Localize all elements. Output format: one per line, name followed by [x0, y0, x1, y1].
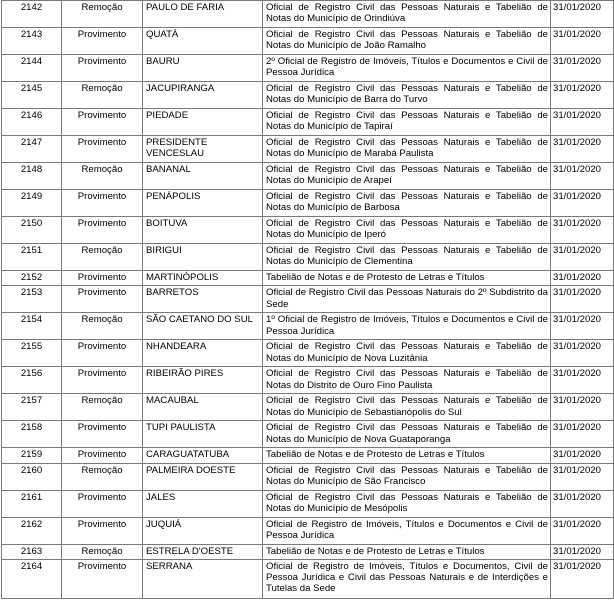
row-date: 31/01/2020: [551, 394, 614, 421]
row-office: Tabelião de Notas e de Protesto de Letras e Títulos: [263, 448, 551, 463]
row-municipality: MACAUBAL: [143, 394, 263, 421]
row-office: 1º Oficial de Registro de Imóveis, Títulos e Documentos e Civil de Pessoa Jurídica: [263, 313, 551, 340]
row-date: 31/01/2020: [551, 217, 614, 244]
table-row: [2, 463, 614, 490]
row-office: Oficial de Registro Civil das Pessoas Naturais e Tabelião de Notas do Município de João Ramalho: [263, 28, 551, 55]
row-number: 2147: [2, 136, 62, 163]
row-office: Oficial de Registro Civil das Pessoas Naturais e Tabelião de Notas do Município de Orindiúva: [263, 1, 551, 28]
row-municipality: NHANDEARA: [143, 340, 263, 367]
serventias-table-body: [2, 1, 614, 599]
row-municipality: PIEDADE: [143, 109, 263, 136]
row-municipality: PRESIDENTE VENCESLAU: [143, 136, 263, 163]
row-municipality: PENÁPOLIS: [143, 190, 263, 217]
row-date: 31/01/2020: [551, 190, 614, 217]
row-number: 2155: [2, 340, 62, 367]
row-number: 2164: [2, 559, 62, 598]
row-municipality: PAULO DE FARIA: [143, 1, 263, 28]
row-type: Remoção: [62, 544, 143, 559]
table-row: [2, 367, 614, 394]
row-type: Provimento: [62, 517, 143, 544]
row-municipality: QUATÁ: [143, 28, 263, 55]
row-number: 2148: [2, 163, 62, 190]
row-type: Provimento: [62, 271, 143, 286]
row-number: 2146: [2, 109, 62, 136]
table-row: [2, 82, 614, 109]
row-office: Oficial de Registro Civil das Pessoas Naturais e Tabelião de Notas do Município de Sebastianópolis do Sul: [263, 394, 551, 421]
row-number: 2151: [2, 244, 62, 271]
row-date: 31/01/2020: [551, 490, 614, 517]
row-municipality: JALES: [143, 490, 263, 517]
row-type: Provimento: [62, 190, 143, 217]
row-type: Provimento: [62, 421, 143, 448]
row-office: Oficial de Registro Civil das Pessoas Naturais e Tabelião de Notas do Município de Nova Luzitânia: [263, 340, 551, 367]
row-municipality: JUQUIÁ: [143, 517, 263, 544]
table-row: [2, 544, 614, 559]
row-municipality: BIRIGUI: [143, 244, 263, 271]
table-row: [2, 109, 614, 136]
row-date: 31/01/2020: [551, 109, 614, 136]
row-number: 2160: [2, 463, 62, 490]
row-date: 31/01/2020: [551, 1, 614, 28]
table-row: [2, 217, 614, 244]
row-type: Provimento: [62, 448, 143, 463]
row-municipality: JACUPIRANGA: [143, 82, 263, 109]
row-date: 31/01/2020: [551, 55, 614, 82]
row-date: 31/01/2020: [551, 28, 614, 55]
row-type: Provimento: [62, 136, 143, 163]
row-type: Provimento: [62, 55, 143, 82]
row-office: Oficial de Registro Civil das Pessoas Naturais e Tabelião de Notas do Município de Tapiraí: [263, 109, 551, 136]
row-type: Remoção: [62, 244, 143, 271]
row-date: 31/01/2020: [551, 340, 614, 367]
row-date: 31/01/2020: [551, 286, 614, 313]
row-type: Provimento: [62, 340, 143, 367]
row-number: 2156: [2, 367, 62, 394]
row-type: Remoção: [62, 394, 143, 421]
row-office: Tabelião de Notas e de Protesto de Letras e Títulos: [263, 271, 551, 286]
row-type: Provimento: [62, 559, 143, 598]
row-number: 2162: [2, 517, 62, 544]
serventias-table: [1, 0, 614, 599]
row-number: 2143: [2, 28, 62, 55]
row-office: Oficial de Registro Civil das Pessoas Naturais do 2º Subdistrito da Sede: [263, 286, 551, 313]
row-number: 2152: [2, 271, 62, 286]
row-number: 2149: [2, 190, 62, 217]
row-date: 31/01/2020: [551, 367, 614, 394]
row-date: 31/01/2020: [551, 313, 614, 340]
row-date: 31/01/2020: [551, 421, 614, 448]
row-office: Oficial de Registro Civil das Pessoas Naturais e Tabelião de Notas do Município de Barra do Turvo: [263, 82, 551, 109]
row-municipality: TUPI PAULISTA: [143, 421, 263, 448]
row-municipality: PALMEIRA DOESTE: [143, 463, 263, 490]
row-number: 2142: [2, 1, 62, 28]
row-number: 2163: [2, 544, 62, 559]
row-office: Oficial de Registro de Imóveis, Títulos e Documentos e Civil de Pessoa Jurídica: [263, 517, 551, 544]
row-office: Oficial de Registro de Imóveis, Títulos e Documentos, Civil de Pessoa Jurídica e Civil das Pessoas Naturais e de Interdições e Tutelas da Sede: [263, 559, 551, 598]
row-type: Remoção: [62, 82, 143, 109]
row-number: 2159: [2, 448, 62, 463]
table-row: [2, 190, 614, 217]
row-office: Oficial de Registro Civil das Pessoas Naturais e Tabelião de Notas do Município de Nova Guataporanga: [263, 421, 551, 448]
row-number: 2153: [2, 286, 62, 313]
row-type: Provimento: [62, 490, 143, 517]
row-office: Oficial de Registro Civil das Pessoas Naturais e Tabelião de Notas do Município de Clementina: [263, 244, 551, 271]
table-row: [2, 163, 614, 190]
table-row: [2, 28, 614, 55]
table-row: [2, 490, 614, 517]
row-municipality: ESTRELA D'OESTE: [143, 544, 263, 559]
row-date: 31/01/2020: [551, 163, 614, 190]
row-municipality: SÃO CAETANO DO SUL: [143, 313, 263, 340]
row-type: Remoção: [62, 463, 143, 490]
row-number: 2157: [2, 394, 62, 421]
table-row: [2, 244, 614, 271]
row-type: Provimento: [62, 286, 143, 313]
table-row: [2, 517, 614, 544]
table-row: [2, 136, 614, 163]
row-municipality: CARAGUATATUBA: [143, 448, 263, 463]
row-office: 2º Oficial de Registro de Imóveis, Títulos e Documentos e Civil de Pessoa Jurídica: [263, 55, 551, 82]
row-number: 2158: [2, 421, 62, 448]
row-municipality: BAURU: [143, 55, 263, 82]
table-row: [2, 559, 614, 598]
row-office: Oficial de Registro Civil das Pessoas Naturais e Tabelião de Notas do Distrito de Ouro Fino Paulista: [263, 367, 551, 394]
row-date: 31/01/2020: [551, 448, 614, 463]
row-type: Remoção: [62, 313, 143, 340]
row-municipality: MARTINÓPOLIS: [143, 271, 263, 286]
table-row: [2, 55, 614, 82]
row-municipality: SERRANA: [143, 559, 263, 598]
row-municipality: BARRETOS: [143, 286, 263, 313]
row-municipality: BANANAL: [143, 163, 263, 190]
table-row: [2, 1, 614, 28]
row-date: 31/01/2020: [551, 559, 614, 598]
table-row: [2, 448, 614, 463]
row-type: Remoção: [62, 1, 143, 28]
row-office: Oficial de Registro Civil das Pessoas Naturais e Tabelião de Notas do Município de Marabá Paulista: [263, 136, 551, 163]
row-municipality: RIBEIRÃO PIRES: [143, 367, 263, 394]
row-number: 2154: [2, 313, 62, 340]
row-office: Oficial de Registro Civil das Pessoas Naturais e Tabelião de Notas do Município de Barbosa: [263, 190, 551, 217]
table-row: [2, 340, 614, 367]
row-municipality: BOITUVA: [143, 217, 263, 244]
table-row: [2, 313, 614, 340]
table-row: [2, 394, 614, 421]
row-type: Provimento: [62, 109, 143, 136]
row-office: Oficial de Registro Civil das Pessoas Naturais e Tabelião de Notas do Município de Arapeí: [263, 163, 551, 190]
row-date: 31/01/2020: [551, 463, 614, 490]
row-date: 31/01/2020: [551, 544, 614, 559]
table-row: [2, 421, 614, 448]
table-row: [2, 286, 614, 313]
row-type: Remoção: [62, 163, 143, 190]
row-office: Tabelião de Notas e de Protesto de Letras e Títulos: [263, 544, 551, 559]
row-office: Oficial de Registro Civil das Pessoas Naturais e Tabelião de Notas do Município de São Francisco: [263, 463, 551, 490]
row-date: 31/01/2020: [551, 517, 614, 544]
row-date: 31/01/2020: [551, 271, 614, 286]
row-number: 2150: [2, 217, 62, 244]
row-office: Oficial de Registro Civil das Pessoas Naturais e Tabelião de Notas do Município de Iperó: [263, 217, 551, 244]
row-date: 31/01/2020: [551, 136, 614, 163]
row-number: 2144: [2, 55, 62, 82]
row-number: 2161: [2, 490, 62, 517]
row-type: Provimento: [62, 217, 143, 244]
row-type: Provimento: [62, 28, 143, 55]
row-date: 31/01/2020: [551, 244, 614, 271]
row-number: 2145: [2, 82, 62, 109]
row-date: 31/01/2020: [551, 82, 614, 109]
row-type: Provimento: [62, 367, 143, 394]
table-row: [2, 271, 614, 286]
row-office: Oficial de Registro Civil das Pessoas Naturais e Tabelião de Notas do Município de Mesópolis: [263, 490, 551, 517]
